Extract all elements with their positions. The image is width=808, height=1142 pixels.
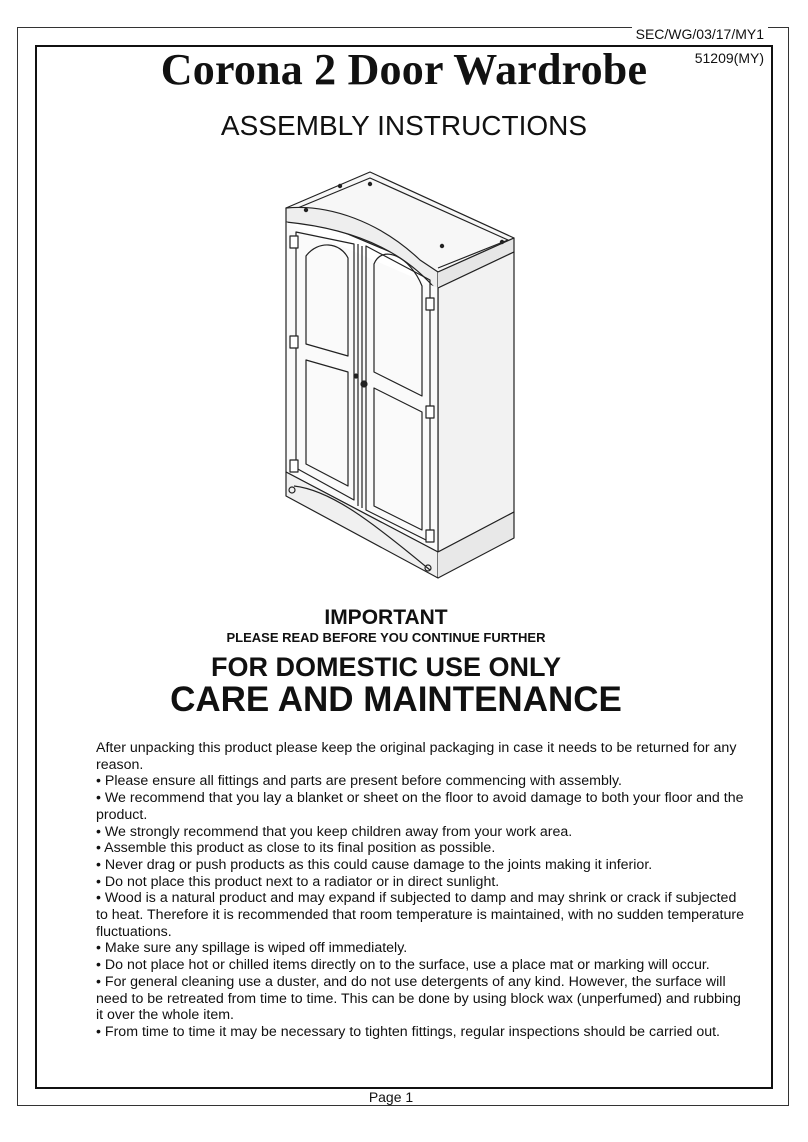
care-heading: CARE AND MAINTENANCE bbox=[170, 680, 622, 719]
important-heading: IMPORTANT bbox=[324, 606, 448, 629]
document-code: SEC/WG/03/17/MY1 bbox=[632, 26, 768, 42]
care-item: • From time to time it may be necessary to tighten fittings, regular inspections should be carried out. bbox=[96, 1023, 720, 1040]
care-item: • Do not place this product next to a radiator or in direct sunlight. bbox=[96, 873, 500, 890]
care-item: • Make sure any spillage is wiped off immediately. bbox=[96, 940, 408, 957]
product-code: 51209(MY) bbox=[694, 50, 764, 66]
page-title: Corona 2 Door Wardrobe bbox=[160, 45, 648, 94]
page-number-label: Page 1 bbox=[363, 1089, 419, 1105]
page-number bbox=[0, 1089, 782, 1105]
domestic-use-heading: FOR DOMESTIC USE ONLY bbox=[210, 652, 562, 682]
care-item: • Wood is a natural product and may expand if subjected to damp and may shrink or crack if subjected to heat. Therefore it is recommended that room temperature is maintained, with no sudden temperature fluctuations. bbox=[96, 890, 744, 940]
care-item: • Assemble this product as close to its final position as possible. bbox=[96, 840, 496, 857]
care-instructions bbox=[96, 740, 744, 1041]
care-paragraph: After unpacking this product please keep the original packaging in case it needs to be returned for any reason. bbox=[96, 740, 737, 773]
please-read-note: PLEASE READ BEFORE YOU CONTINUE FURTHER bbox=[226, 630, 546, 645]
care-item: • We recommend that you lay a blanket or sheet on the floor to avoid damage to both your floor and the product. bbox=[96, 790, 744, 823]
page-subtitle: ASSEMBLY INSTRUCTIONS bbox=[220, 110, 588, 141]
care-item: • We strongly recommend that you keep children away from your work area. bbox=[96, 823, 573, 840]
care-item: • Never drag or push products as this could cause damage to the joints making it inferior. bbox=[96, 856, 653, 873]
care-item: • For general cleaning use a duster, and do not use detergents of any kind. However, the surface will need to be retreated from time to time. This can be done by using block wax (unperfumed) and rubbing it over the whole item. bbox=[96, 973, 741, 1024]
wardrobe-illustration bbox=[270, 160, 530, 590]
care-item: • Please ensure all fittings and parts are present before commencing with assembly. bbox=[96, 773, 622, 790]
care-item: • Do not place hot or chilled items directly on to the surface, use a place mat or marking will occur. bbox=[96, 957, 710, 974]
